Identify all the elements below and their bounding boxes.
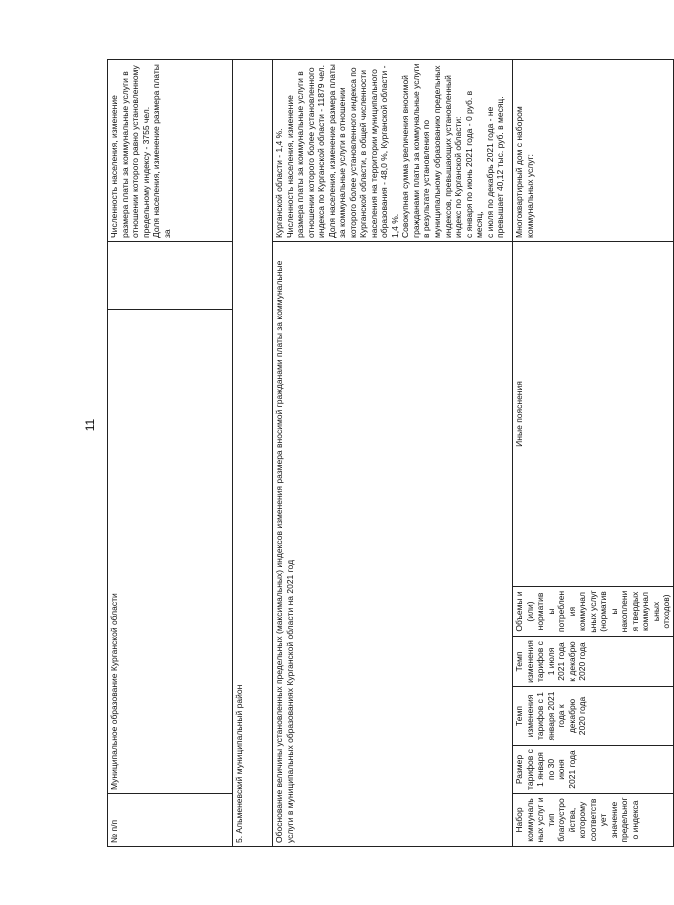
header-no: № п/п [108, 794, 233, 847]
page-number: 11 [83, 418, 97, 432]
header-municipal: Муниципальное образование Курганской области [108, 309, 233, 793]
header-municipal-continuation [108, 241, 233, 309]
header-other: Иные пояснения [513, 241, 674, 586]
justification-table [107, 59, 674, 847]
header-tariff-size: Размер тарифов с 1 января по 30 июня 2021 года [513, 746, 674, 794]
row5-1-set: Многоквартирный дом с набором коммунальных услуг: [513, 59, 674, 241]
row5-1-notes: Численность населения, изменение размера платы за коммунальные услуги в отношении которого равно установленному предельному индексу - 3755 чел. Доля населения, изменение размера платы за [108, 59, 233, 241]
header-rate-jan: Темп изменения тарифов с 1 января 2021 года к декабрю 2020 года [513, 687, 674, 746]
table-row [273, 59, 513, 846]
continuation-notes: Курганской области - 1,4 %. Численность населения, изменение размера платы за коммунальные услуги в отношении которого более установленного индекса по Курганской области - 11879 чел. Доля населения, изменение размера платы за коммунальные услуги в отношении которого более установленного индекса по Курганской области, в общей численности населения на территории муниципального образования - 48,0 %, Курганской области - 1,4 %. Совокупная сумма увеличения вносимой гражданами платы за коммунальные услуги в результате установления по муниципальному образованию предельных индексов, превышающих установленный индекс по Курганской области: с января по июнь 2021 года - 0 руб. в месяц, с июля по декабрь 2021 года - не превышает 40,12 тыс. руб. в месяц. [273, 59, 513, 241]
header-justification: Обоснование величины установленных предельных (максимальных) индексов изменения размера вносимой гражданами платы за коммунальные услуги в муниципальных образованиях Курганской области на 2021 год [273, 241, 513, 846]
rotated-document [107, 60, 672, 847]
table-row [108, 59, 233, 846]
table-row [233, 59, 273, 846]
header-set: Набор коммунальных услуг и тип благоустройства, которому соответствует значение предельного индекса [513, 794, 674, 847]
header-volumes: Объемы и (или) нормативы потребления коммунальных услуг (нормативы накопления твердых коммунальных отходов) [513, 587, 674, 637]
table-row [513, 59, 674, 846]
header-rate-jul: Темп изменения тарифов с 1 июля 2021 года к декабрю 2020 года [513, 637, 674, 687]
section-row: 5. Альменевский муниципальный район [233, 59, 273, 846]
